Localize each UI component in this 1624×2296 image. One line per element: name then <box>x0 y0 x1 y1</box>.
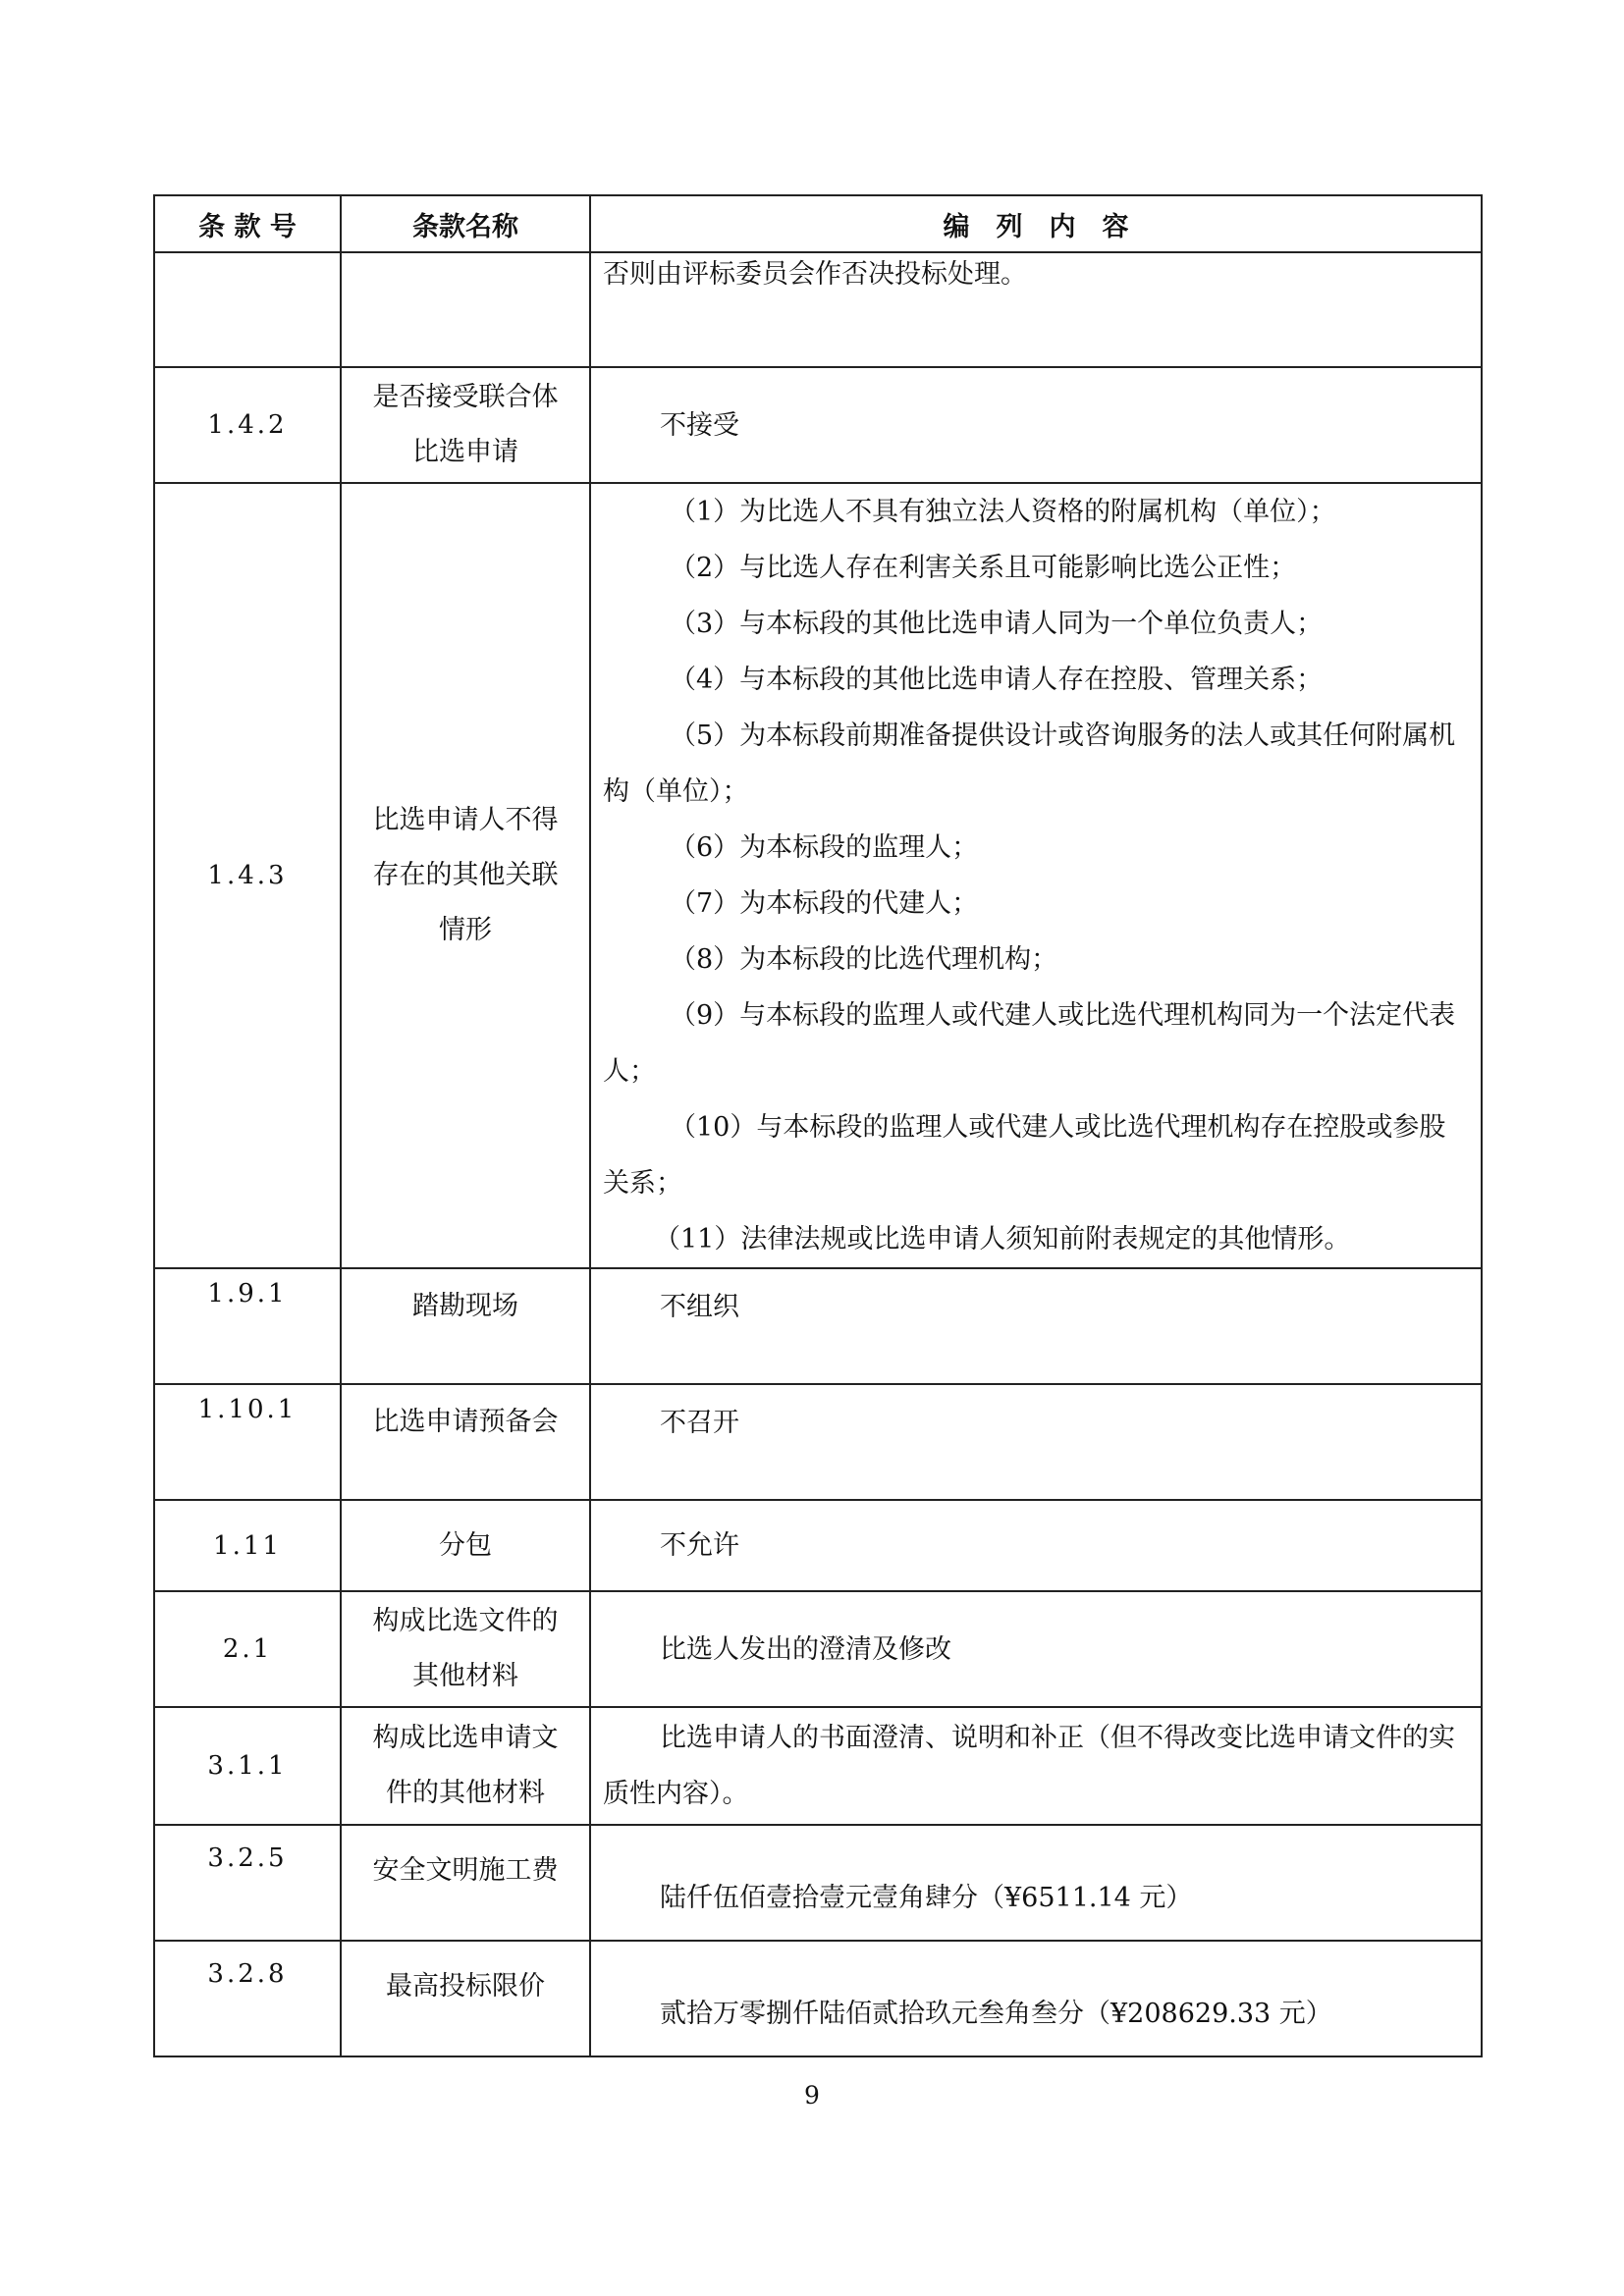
clause-number <box>154 252 341 367</box>
clause-number: 3.1.1 <box>154 1707 341 1825</box>
clause-name-line: 其他材料 <box>412 1661 518 1691</box>
clause-name: 安全文明施工费 <box>341 1825 590 1941</box>
clause-number: 1.4.3 <box>154 483 341 1268</box>
table-row <box>154 1941 1482 2056</box>
clause-name: 比选申请预备会 <box>341 1384 590 1500</box>
clause-content <box>590 1825 1482 1941</box>
header-content: 编 列 内 容 <box>590 195 1482 252</box>
list-item: （7）为本标段的代建人； <box>670 888 979 919</box>
list-item: （3）与本标段的其他比选申请人同为一个单位负责人； <box>670 609 1324 639</box>
clause-content <box>590 367 1482 483</box>
clause-content <box>590 1591 1482 1707</box>
clause-number: 1.4.2 <box>154 367 341 483</box>
clause-name-line: 是否接受联合体 <box>372 382 559 412</box>
table-row <box>154 1707 1482 1825</box>
content-text: 不召开 <box>660 1408 739 1438</box>
clause-table <box>153 194 1483 2057</box>
list-item: （1）为比选人不具有独立法人资格的附属机构（单位）； <box>670 497 1336 527</box>
page-number: 9 <box>804 2081 820 2109</box>
header-clause-number: 条 款 号 <box>154 195 341 252</box>
clause-name <box>341 1707 590 1825</box>
clause-content <box>590 1941 1482 2056</box>
clause-name <box>341 1591 590 1707</box>
content-text: 否则由评标委员会作否决投标处理。 <box>603 259 1027 290</box>
clause-name: 最高投标限价 <box>341 1941 590 2056</box>
clause-name-line: 构成比选文件的 <box>372 1606 559 1636</box>
table-row <box>154 1268 1482 1384</box>
clause-content <box>590 1268 1482 1384</box>
clause-content <box>590 252 1482 367</box>
content-text: 不允许 <box>660 1530 739 1561</box>
list-item: （4）与本标段的其他比选申请人存在控股、管理关系； <box>670 665 1324 695</box>
clause-content <box>590 1707 1482 1825</box>
table-row <box>154 1384 1482 1500</box>
list-item: （2）与比选人存在利害关系且可能影响比选公正性； <box>670 553 1297 583</box>
clause-number: 1.9.1 <box>154 1268 341 1384</box>
content-text: 陆仟伍佰壹拾壹元壹角肆分（¥6511.14 元） <box>660 1882 1193 1913</box>
list-item: （9）与本标段的监理人或代建人或比选代理机构同为一个法定代表人； <box>603 1000 1456 1087</box>
content-text: 比选申请人的书面澄清、说明和补正（但不得改变比选申请文件的实质性内容）。 <box>603 1723 1455 1809</box>
clause-number: 1.11 <box>154 1500 341 1591</box>
list-item: （11）法律法规或比选申请人须知前附表规定的其他情形。 <box>654 1224 1351 1255</box>
clause-content <box>590 483 1482 1268</box>
table-row <box>154 252 1482 367</box>
clause-number: 3.2.8 <box>154 1941 341 2056</box>
clause-name-line: 情形 <box>439 915 492 945</box>
content-text: 不组织 <box>660 1292 739 1322</box>
clause-name-line: 存在的其他关联 <box>372 860 559 890</box>
table-row <box>154 1825 1482 1941</box>
table-header-row <box>154 195 1482 252</box>
clause-number: 2.1 <box>154 1591 341 1707</box>
table-row <box>154 483 1482 1268</box>
clause-name: 分包 <box>341 1500 590 1591</box>
list-item: （5）为本标段前期准备提供设计或咨询服务的法人或其任何附属机构（单位）； <box>603 721 1456 807</box>
clause-content <box>590 1500 1482 1591</box>
clause-name <box>341 483 590 1268</box>
clause-number: 3.2.5 <box>154 1825 341 1941</box>
clause-number: 1.10.1 <box>154 1384 341 1500</box>
header-clause-name: 条款名称 <box>341 195 590 252</box>
list-item: （10）与本标段的监理人或代建人或比选代理机构存在控股或参股关系； <box>603 1112 1446 1199</box>
content-text: 贰拾万零捌仟陆佰贰拾玖元叁角叁分（¥208629.33 元） <box>660 1998 1332 2029</box>
table-row <box>154 1500 1482 1591</box>
table-row <box>154 367 1482 483</box>
clause-name-line: 件的其他材料 <box>386 1778 545 1808</box>
list-item: （8）为本标段的比选代理机构； <box>670 944 1058 975</box>
clause-name <box>341 367 590 483</box>
clause-name <box>341 252 590 367</box>
clause-name: 踏勘现场 <box>341 1268 590 1384</box>
clause-name-line: 比选申请 <box>412 437 518 467</box>
list-item: （6）为本标段的监理人； <box>670 832 979 863</box>
clause-name-line: 构成比选申请文 <box>372 1723 559 1753</box>
content-text: 不接受 <box>660 409 739 441</box>
table-row <box>154 1591 1482 1707</box>
clause-content <box>590 1384 1482 1500</box>
clause-name-line: 比选申请人不得 <box>372 805 559 835</box>
content-text: 比选人发出的澄清及修改 <box>660 1633 951 1665</box>
